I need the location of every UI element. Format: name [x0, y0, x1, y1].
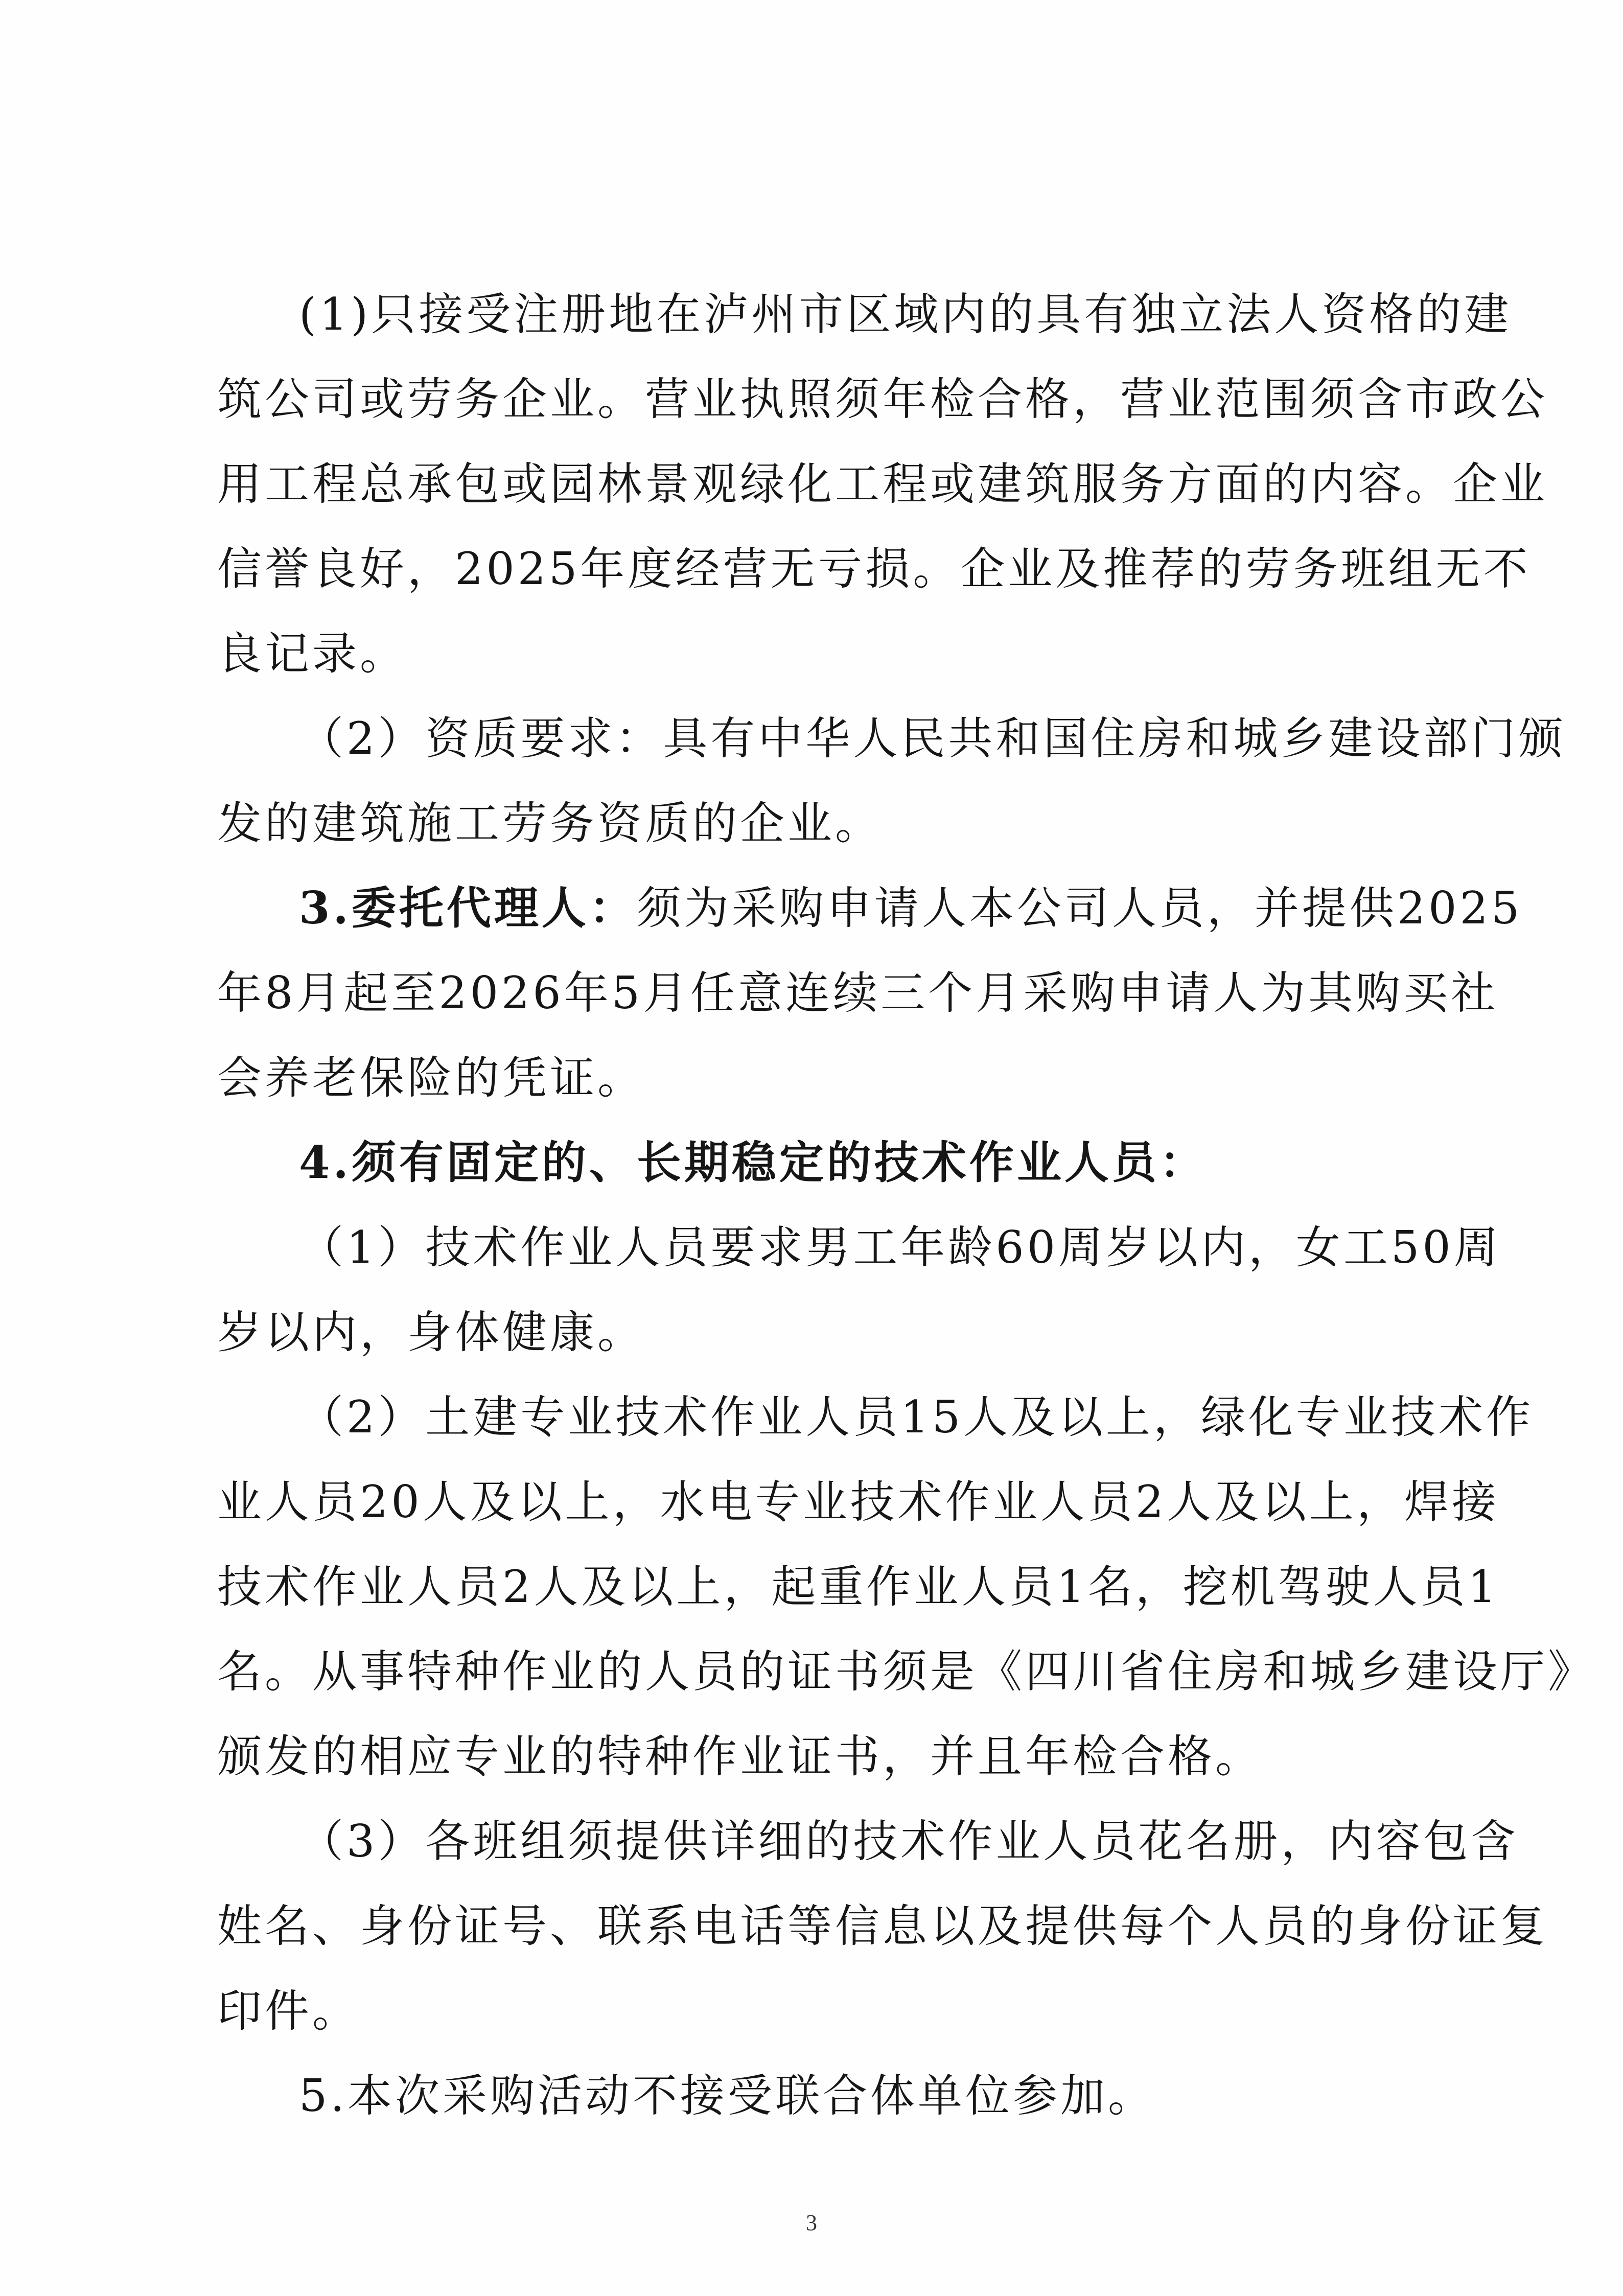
- paragraph-line: （2）土建专业技术作业人员15人及以上，绿化专业技术作: [299, 1391, 1534, 1443]
- paragraph-line: 用工程总承包或园林景观绿化工程或建筑服务方面的内容。企业: [217, 458, 1548, 510]
- paragraph-line: 发的建筑施工劳务资质的企业。: [217, 797, 883, 849]
- paragraph-line: 5.本次采购活动不接受联合体单位参加。: [299, 2070, 1156, 2122]
- paragraph-line: 良记录。: [217, 628, 407, 680]
- paragraph-line: 印件。: [217, 1985, 360, 2037]
- paragraph-line: 业人员20人及以上，水电专业技术作业人员2人及以上，焊接: [217, 1476, 1500, 1528]
- paragraph-line: 名。从事特种作业的人员的证书须是《四川省住房和城乡建设厅》: [217, 1645, 1595, 1698]
- paragraph-line: （1）技术作业人员要求男工年龄60周岁以内，女工50周: [299, 1221, 1501, 1273]
- paragraph-line: （3）各班组须提供详细的技术作业人员花名册，内容包含: [299, 1815, 1519, 1867]
- paragraph-line: 颁发的相应专业的特种作业证书，并且年检合格。: [217, 1730, 1263, 1782]
- paragraph-line: （2）资质要求：具有中华人民共和国住房和城乡建设部门颁: [299, 712, 1566, 764]
- section-heading: 3.委托代理人：: [299, 882, 637, 934]
- paragraph-text: 须为采购申请人本公司人员，并提供2025: [636, 882, 1523, 934]
- paragraph-line: 技术作业人员2人及以上，起重作业人员1名，挖机驾驶人员1: [217, 1561, 1500, 1613]
- paragraph-line: 岁以内，身体健康。: [217, 1306, 645, 1358]
- paragraph-line: [299, 877, 1522, 939]
- page-number: 3: [806, 2210, 817, 2235]
- paragraph-line: 姓名、身份证号、联系电话等信息以及提供每个人员的身份证复: [217, 1900, 1548, 1952]
- paragraph-line: 信誉良好，2025年度经营无亏损。企业及推荐的劳务班组无不: [217, 543, 1531, 595]
- paragraph-line: (1)只接受注册地在泸州市区域内的具有独立法人资格的建: [299, 288, 1512, 340]
- paragraph-line: 会养老保险的凭证。: [217, 1052, 645, 1104]
- paragraph-line: 筑公司或劳务企业。营业执照须年检合格，营业范围须含市政公: [217, 373, 1548, 425]
- paragraph-line: 年8月起至2026年5月任意连续三个月采购申请人为其购买社: [217, 967, 1499, 1019]
- section-heading: 4.须有固定的、长期稳定的技术作业人员：: [299, 1136, 1207, 1189]
